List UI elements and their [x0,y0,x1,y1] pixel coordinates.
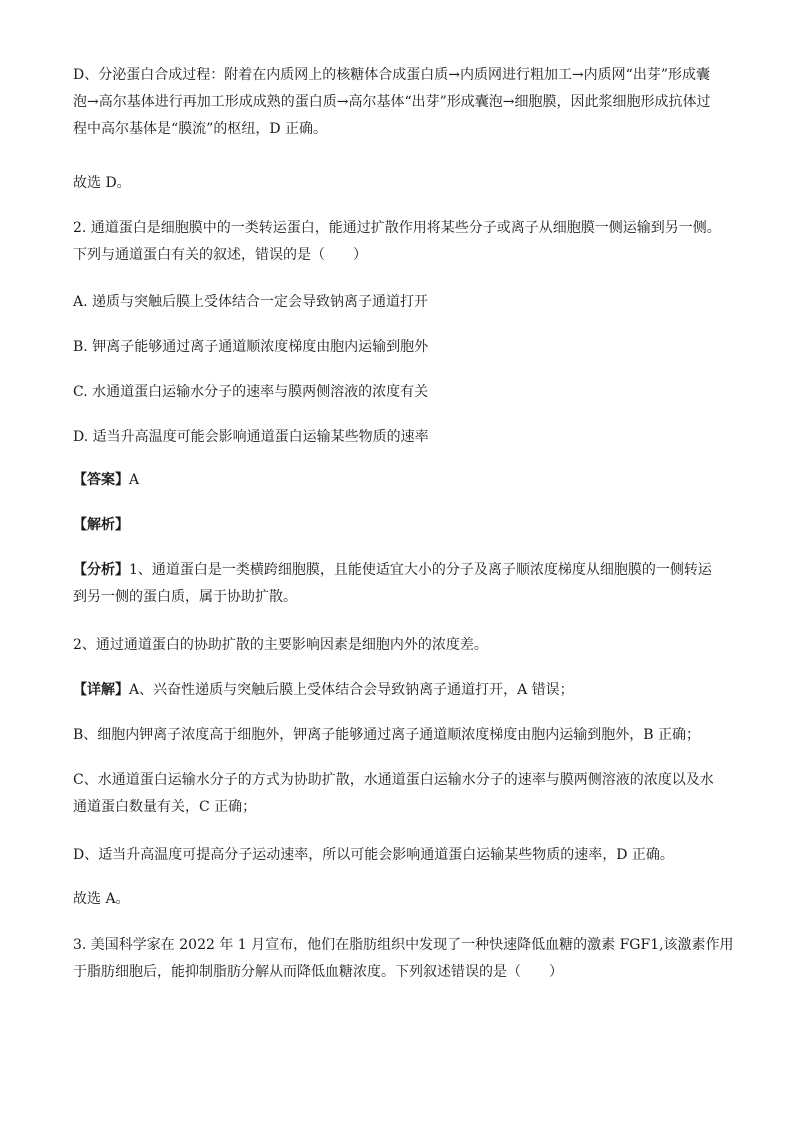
q2-xiangjie-d: D、适当升高温度可提高分子运动速率，所以可能会影响通道蛋白运输某些物质的速率，D 正确。 [73,847,674,863]
text-line: D、分泌蛋白合成过程：附着在内质网上的核糖体合成蛋白质→内质网进行粗加工→内质网“出芽”形成囊 [73,67,710,83]
q3-stem [73,932,734,986]
text-line: 到另一侧的蛋白质，属于协助扩散。 [73,589,297,605]
q2-option-b: B. 钾离子能够通过离子通道顺浓度梯度由胞内运输到胞外 [73,339,429,355]
q2-xiangjie-a [73,677,721,704]
fenxi-text: 1、通道蛋白是一类横跨细胞膜，且能使适宜大小的分子及离子顺浓度梯度从细胞膜的一侧转运 [129,562,712,578]
answer-tag: 【答案】 [73,472,129,488]
q1-option-d-explanation [73,62,721,143]
q2-answer [73,467,721,494]
answer-value: A [129,472,140,488]
text-line: 通道蛋白数量有关，C 正确； [73,799,257,815]
q2-option-c: C. 水通道蛋白运输水分子的速率与膜两侧溶液的浓度有关 [73,384,429,400]
q2-stem [73,215,721,269]
text-line: C、水通道蛋白运输水分子的方式为协助扩散，水通道蛋白运输水分子的速率与膜两侧溶液的浓度以及水 [73,772,714,788]
q2-option-d: D. 适当升高温度可能会影响通道蛋白运输某些物质的速率 [73,429,429,445]
xiangjie-a-text: A、兴奋性递质与突触后膜上受体结合会导致钠离子通道打开，A 错误； [129,682,574,698]
text-line: 3. 美国科学家在 2022 年 1 月宣布，他们在脂肪组织中发现了一种快速降低血糖的激素 FGF1,该激素作用 [73,937,734,953]
xiangjie-tag: 【详解】 [73,682,129,698]
text-line: 2. 通道蛋白是细胞膜中的一类转运蛋白，能通过扩散作用将某些分子或离子从细胞膜一侧运输到另一侧。 [73,220,721,236]
fenxi-tag: 【分析】 [73,562,129,578]
analysis-heading: 【解析】 [73,517,129,533]
text-line: 下列与通道蛋白有关的叙述，错误的是（ ） [73,247,367,263]
q1-conclusion: 故选 D。 [73,175,131,191]
q2-conclusion: 故选 A。 [73,891,130,907]
q2-xiangjie-c [73,767,721,821]
text-line: 程中高尔基体是“膜流”的枢纽，D 正确。 [73,121,327,137]
q2-fenxi [73,557,721,611]
text-line: 泡→高尔基体进行再加工形成成熟的蛋白质→高尔基体“出芽”形成囊泡→细胞膜，因此浆细胞形成抗体过 [73,94,711,110]
q2-xiangjie-b: B、细胞内钾离子浓度高于细胞外，钾离子能够通过离子通道顺浓度梯度由胞内运输到胞外，B 正确； [73,727,701,743]
q2-fenxi-2: 2、通过通道蛋白的协助扩散的主要影响因素是细胞内外的浓度差。 [73,637,488,653]
text-line [73,557,721,584]
text-line: 于脂肪细胞后，能抑制脂肪分解从而降低血糖浓度。下列叙述错误的是（ ） [73,964,563,980]
q2-option-a: A. 递质与突触后膜上受体结合一定会导致钠离子通道打开 [73,294,429,310]
